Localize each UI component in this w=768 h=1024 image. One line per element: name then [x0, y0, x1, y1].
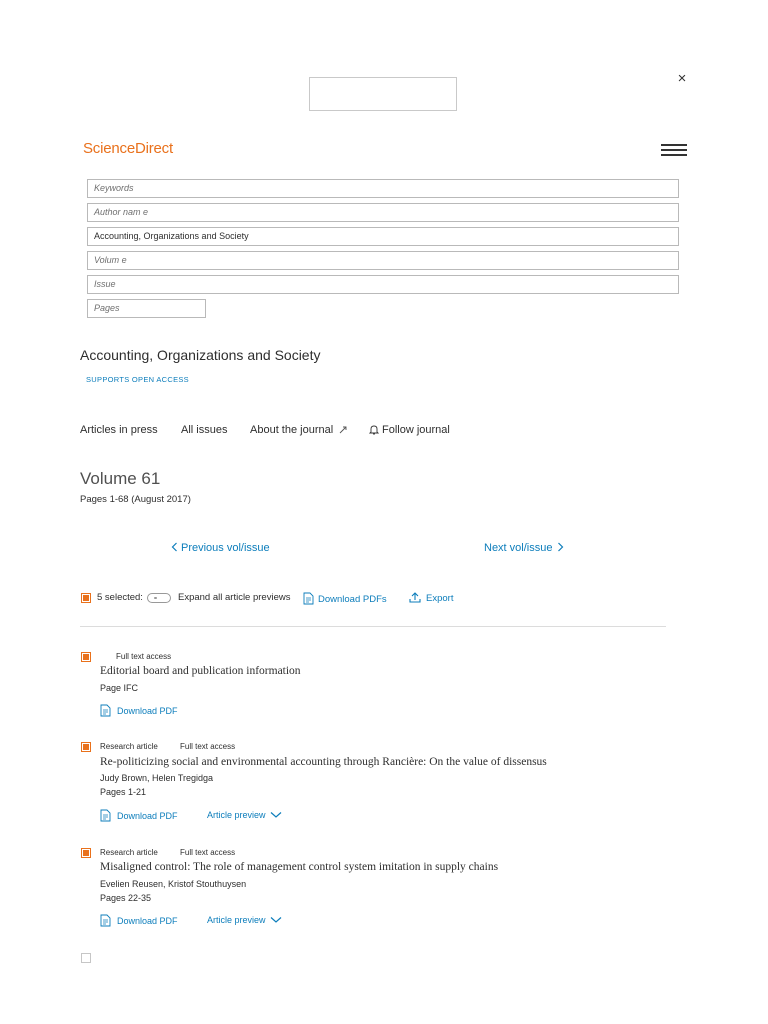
- open-access-badge[interactable]: SUPPORTS OPEN ACCESS: [86, 375, 189, 384]
- export-icon: [409, 592, 421, 603]
- pages-input[interactable]: Pages: [87, 299, 206, 318]
- article-checkbox[interactable]: [81, 848, 91, 858]
- export-label: Export: [426, 593, 454, 604]
- download-pdf-label: Download PDF: [117, 706, 178, 716]
- article-preview-label: Article preview: [207, 915, 266, 925]
- article-authors: Judy Brown, Helen Tregidga: [100, 773, 214, 783]
- pdf-icon: [303, 592, 314, 605]
- bell-icon: [369, 424, 379, 435]
- download-pdf-link[interactable]: [100, 809, 178, 822]
- pdf-icon: [100, 914, 111, 927]
- top-banner-placeholder: [309, 77, 457, 111]
- follow-journal-button[interactable]: [369, 424, 450, 436]
- sciencedirect-logo[interactable]: ScienceDirect: [83, 140, 173, 157]
- article-preview-label: Article preview: [207, 810, 266, 820]
- article-checkbox[interactable]: [81, 953, 91, 963]
- article-type: Research article: [100, 742, 158, 751]
- select-all-checkbox[interactable]: [81, 593, 91, 603]
- export-button[interactable]: [409, 592, 453, 604]
- next-issue-link[interactable]: [484, 542, 564, 554]
- previous-issue-link[interactable]: [171, 542, 270, 554]
- access-label: Full text access: [180, 848, 236, 857]
- download-pdfs-label: Download PDFs: [318, 594, 387, 605]
- chevron-right-icon: [557, 542, 564, 552]
- pdf-icon: [100, 704, 111, 717]
- expand-previews-label: Expand all article previews: [178, 592, 291, 603]
- volume-input[interactable]: Volum e: [87, 251, 679, 270]
- external-link-icon: [339, 425, 348, 434]
- close-icon[interactable]: ×: [677, 70, 687, 87]
- article-title[interactable]: Re-politicizing social and environmental accounting through Rancière: On the value of dissensus: [100, 756, 547, 768]
- all-issues-link[interactable]: All issues: [181, 424, 228, 436]
- article-preview-toggle[interactable]: [207, 915, 282, 925]
- previous-issue-label: Previous vol/issue: [181, 542, 270, 554]
- download-pdf-link[interactable]: [100, 914, 178, 927]
- journal-input[interactable]: Accounting, Organizations and Society: [87, 227, 679, 246]
- chevron-down-icon: [270, 811, 282, 819]
- about-journal-label: About the journal: [250, 424, 334, 436]
- article-authors: Evelien Reusen, Kristof Stouthuysen: [100, 879, 247, 889]
- download-pdfs-button[interactable]: [303, 592, 387, 605]
- divider: [80, 626, 666, 627]
- article-pages: Page IFC: [100, 683, 139, 693]
- download-pdf-label: Download PDF: [117, 811, 178, 821]
- article-preview-toggle[interactable]: [207, 810, 282, 820]
- article-pages: Pages 22-35: [100, 893, 152, 903]
- next-issue-label: Next vol/issue: [484, 542, 553, 554]
- journal-title: Accounting, Organizations and Society: [80, 347, 321, 363]
- articles-in-press-link[interactable]: Articles in press: [80, 424, 158, 436]
- volume-title: Volume 61: [80, 469, 161, 488]
- follow-journal-label: Follow journal: [382, 424, 450, 436]
- selected-count: 5 selected:: [97, 592, 143, 603]
- article-checkbox[interactable]: [81, 652, 91, 662]
- menu-icon[interactable]: [661, 144, 687, 156]
- access-label: Full text access: [116, 652, 172, 661]
- article-title[interactable]: Editorial board and publication information: [100, 665, 301, 677]
- about-journal-link[interactable]: [250, 424, 348, 436]
- article-type: Research article: [100, 848, 158, 857]
- issue-input[interactable]: Issue: [87, 275, 679, 294]
- article-title[interactable]: Misaligned control: The role of management control system imitation in supply chains: [100, 861, 499, 873]
- chevron-left-icon: [171, 542, 178, 552]
- article-checkbox[interactable]: [81, 742, 91, 752]
- volume-pages: Pages 1-68 (August 2017): [80, 494, 191, 505]
- article-pages: Pages 1-21: [100, 787, 147, 797]
- author-input[interactable]: Author nam e: [87, 203, 679, 222]
- chevron-down-icon: [270, 916, 282, 924]
- download-pdf-label: Download PDF: [117, 916, 178, 926]
- pdf-icon: [100, 809, 111, 822]
- download-pdf-link[interactable]: [100, 704, 178, 717]
- expand-previews-toggle[interactable]: [147, 593, 171, 603]
- access-label: Full text access: [180, 742, 236, 751]
- keywords-input[interactable]: Keywords: [87, 179, 679, 198]
